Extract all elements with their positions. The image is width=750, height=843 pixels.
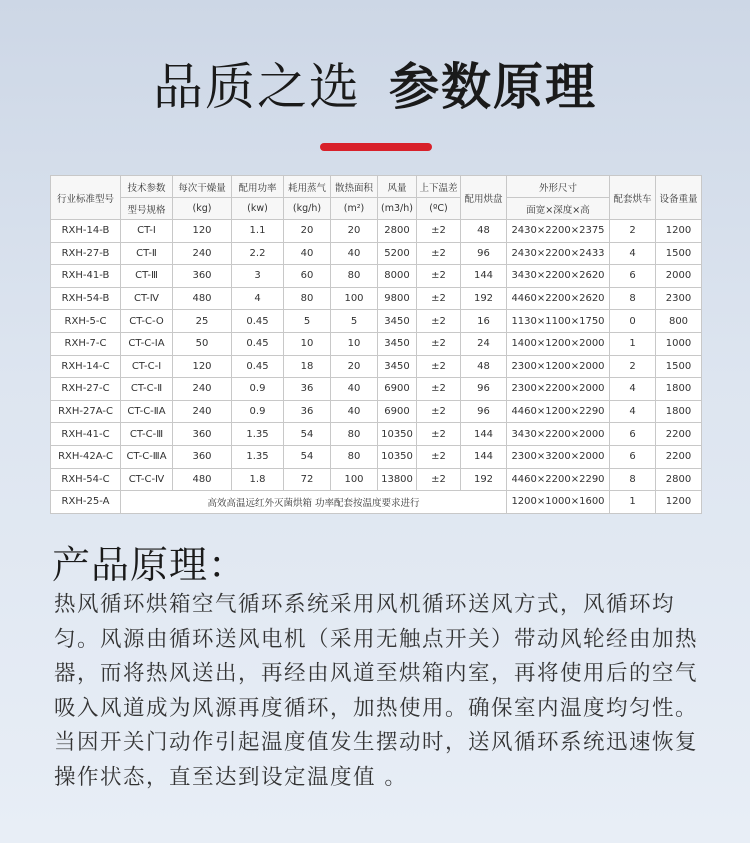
table-cell: 2200 <box>656 445 702 468</box>
table-row <box>51 423 702 446</box>
table-cell: ±2 <box>417 468 461 491</box>
table-cell: 1000 <box>656 332 702 355</box>
table-cell: 0 <box>610 310 656 333</box>
header-area: 散热面积 <box>331 176 378 198</box>
table-cell: 4 <box>610 242 656 265</box>
table-cell: 25 <box>173 310 232 333</box>
table-cell: 144 <box>461 423 507 446</box>
table-cell: 360 <box>173 423 232 446</box>
table-cell: 120 <box>173 220 232 243</box>
header-unit-m2: (m²) <box>331 198 378 220</box>
header-capacity: 每次干燥量 <box>173 176 232 198</box>
table-cell: 480 <box>173 468 232 491</box>
table-cell: 3450 <box>378 310 417 333</box>
table-cell: 360 <box>173 265 232 288</box>
table-cell: 100 <box>331 468 378 491</box>
table-cell: 6 <box>610 423 656 446</box>
table-cell: 10 <box>284 332 331 355</box>
table-cell: 120 <box>173 355 232 378</box>
table-cell: 20 <box>284 220 331 243</box>
table-cell: 1200×1000×1600 <box>507 491 610 514</box>
table-cell: RXH-27-C <box>51 378 121 401</box>
table-cell: 60 <box>284 265 331 288</box>
table-note-cell: 高效高温远红外灭菌烘箱 功率配套按温度要求进行 <box>121 491 507 514</box>
table-cell: CT-C-ⅡA <box>121 400 173 423</box>
header-tech: 技术参数 <box>121 176 173 198</box>
table-cell: 80 <box>331 445 378 468</box>
table-cell: ±2 <box>417 242 461 265</box>
table-cell: 0.45 <box>232 310 284 333</box>
table-cell: 2000 <box>656 265 702 288</box>
table-row <box>51 242 702 265</box>
table-cell: 1.35 <box>232 445 284 468</box>
header-tempdiff: 上下温差 <box>417 176 461 198</box>
table-row <box>51 287 702 310</box>
spec-table-container <box>50 175 701 514</box>
table-cell: 13800 <box>378 468 417 491</box>
table-cell: CT-Ⅱ <box>121 242 173 265</box>
header-unit-kgh: (kg/h) <box>284 198 331 220</box>
header-unit-kw: (kw) <box>232 198 284 220</box>
header-weight: 设备重量 <box>656 176 702 220</box>
header-trays: 配用烘盘 <box>461 176 507 220</box>
table-cell: 240 <box>173 378 232 401</box>
header-model: 行业标准型号 <box>51 176 121 220</box>
table-cell: RXH-54-C <box>51 468 121 491</box>
table-cell: CT-C-ⅠA <box>121 332 173 355</box>
table-cell: CT-Ⅳ <box>121 287 173 310</box>
table-cell: 10350 <box>378 423 417 446</box>
header-steam: 耗用蒸气 <box>284 176 331 198</box>
table-cell: 80 <box>331 423 378 446</box>
table-cell: 2.2 <box>232 242 284 265</box>
table-cell: 4 <box>610 400 656 423</box>
table-cell: RXH-25-A <box>51 491 121 514</box>
header-unit-c: (ºC) <box>417 198 461 220</box>
table-cell: 36 <box>284 400 331 423</box>
table-cell: 1800 <box>656 378 702 401</box>
table-cell: 1500 <box>656 355 702 378</box>
table-cell: 240 <box>173 400 232 423</box>
table-cell: 3 <box>232 265 284 288</box>
table-cell: 36 <box>284 378 331 401</box>
table-cell: 144 <box>461 265 507 288</box>
table-cell: 0.45 <box>232 355 284 378</box>
header-unit-m3h: (m3/h) <box>378 198 417 220</box>
table-cell: 4460×1200×2290 <box>507 400 610 423</box>
table-cell: 10 <box>331 332 378 355</box>
table-cell: 2800 <box>378 220 417 243</box>
table-cell: 3430×2200×2620 <box>507 265 610 288</box>
table-cell: 1800 <box>656 400 702 423</box>
table-cell: 8 <box>610 468 656 491</box>
table-cell: 360 <box>173 445 232 468</box>
table-cell: 40 <box>331 242 378 265</box>
table-cell: 20 <box>331 220 378 243</box>
table-cell: 80 <box>284 287 331 310</box>
table-cell: ±2 <box>417 310 461 333</box>
table-cell: 40 <box>331 400 378 423</box>
table-cell: CT-C-O <box>121 310 173 333</box>
table-cell: 2800 <box>656 468 702 491</box>
table-cell: 40 <box>284 242 331 265</box>
table-row <box>51 332 702 355</box>
header-carts: 配套烘车 <box>610 176 656 220</box>
table-cell: 1500 <box>656 242 702 265</box>
table-cell: 8000 <box>378 265 417 288</box>
table-cell: 1130×1100×1750 <box>507 310 610 333</box>
table-cell: 96 <box>461 400 507 423</box>
table-cell: 3450 <box>378 355 417 378</box>
table-cell: 4 <box>232 287 284 310</box>
table-cell: 10350 <box>378 445 417 468</box>
table-cell: ±2 <box>417 332 461 355</box>
table-cell: 2300 <box>656 287 702 310</box>
header-power: 配用功率 <box>232 176 284 198</box>
page-title <box>0 52 750 122</box>
header-size: 外形尺寸 <box>507 176 610 198</box>
table-cell: 24 <box>461 332 507 355</box>
table-row <box>51 355 702 378</box>
table-cell: 2 <box>610 220 656 243</box>
table-row <box>51 400 702 423</box>
table-cell: 2300×3200×2000 <box>507 445 610 468</box>
table-row <box>51 310 702 333</box>
table-cell: 2200 <box>656 423 702 446</box>
table-cell: 1 <box>610 491 656 514</box>
table-cell: 5 <box>331 310 378 333</box>
table-cell: 9800 <box>378 287 417 310</box>
table-cell: 1200 <box>656 220 702 243</box>
table-cell: ±2 <box>417 355 461 378</box>
table-cell: 3450 <box>378 332 417 355</box>
table-cell: 8 <box>610 287 656 310</box>
header-airflow: 风量 <box>378 176 417 198</box>
table-cell: 96 <box>461 378 507 401</box>
table-cell: 6900 <box>378 400 417 423</box>
table-row-last <box>51 491 702 514</box>
table-cell: 240 <box>173 242 232 265</box>
table-cell: 80 <box>331 265 378 288</box>
header-unit-kg: (kg) <box>173 198 232 220</box>
title-underline <box>320 143 432 151</box>
table-cell: 40 <box>331 378 378 401</box>
table-cell: CT-Ⅲ <box>121 265 173 288</box>
table-row <box>51 265 702 288</box>
spec-table <box>50 175 702 514</box>
table-cell: 0.9 <box>232 378 284 401</box>
table-cell: 2300×1200×2000 <box>507 355 610 378</box>
table-cell: RXH-14-B <box>51 220 121 243</box>
table-cell: 2430×2200×2375 <box>507 220 610 243</box>
section-body: 热风循环烘箱空气循环系统采用风机循环送风方式，风循环均匀。风源由循环送风电机（采用无触点开关）带动风轮经由加热器，而将热风送出，再经由风道至烘箱内室，再将使用后的空气吸入风道成为风源再度循环，加热使用。确保室内温度均匀性。当因开关门动作引起温度值发生摆动时，送风循环系统迅速恢复操作状态，直至达到设定温度值 。 <box>54 592 699 790</box>
table-cell: 20 <box>331 355 378 378</box>
table-row <box>51 445 702 468</box>
table-cell: CT-C-Ⅰ <box>121 355 173 378</box>
table-cell: 0.9 <box>232 400 284 423</box>
table-cell: ±2 <box>417 287 461 310</box>
table-cell: 54 <box>284 445 331 468</box>
table-cell: RXH-42A-C <box>51 445 121 468</box>
table-cell: 50 <box>173 332 232 355</box>
table-cell: 1.8 <box>232 468 284 491</box>
table-cell: CT-C-ⅢA <box>121 445 173 468</box>
table-row <box>51 378 702 401</box>
table-cell: 5 <box>284 310 331 333</box>
table-cell: 3430×2200×2000 <box>507 423 610 446</box>
table-cell: 192 <box>461 287 507 310</box>
table-cell: RXH-14-C <box>51 355 121 378</box>
table-cell: 2 <box>610 355 656 378</box>
table-cell: 800 <box>656 310 702 333</box>
table-cell: ±2 <box>417 445 461 468</box>
table-cell: 1200 <box>656 491 702 514</box>
table-cell: 4460×2200×2290 <box>507 468 610 491</box>
table-row <box>51 220 702 243</box>
header-unit-dims: 面宽×深度×高 <box>507 198 610 220</box>
table-cell: 54 <box>284 423 331 446</box>
table-cell: 6 <box>610 265 656 288</box>
section-title: 产品原理： <box>52 543 248 587</box>
table-cell: ±2 <box>417 378 461 401</box>
table-cell: 1.1 <box>232 220 284 243</box>
table-cell: 48 <box>461 220 507 243</box>
table-cell: 192 <box>461 468 507 491</box>
table-cell: RXH-27A-C <box>51 400 121 423</box>
header-spec: 型号规格 <box>121 198 173 220</box>
table-row <box>51 468 702 491</box>
table-cell: CT-Ⅰ <box>121 220 173 243</box>
table-cell: RXH-5-C <box>51 310 121 333</box>
table-cell: 16 <box>461 310 507 333</box>
spec-table-body <box>51 220 702 514</box>
table-cell: 4460×2200×2620 <box>507 287 610 310</box>
table-cell: 48 <box>461 355 507 378</box>
table-cell: 5200 <box>378 242 417 265</box>
table-cell: 1.35 <box>232 423 284 446</box>
table-cell: RXH-41-C <box>51 423 121 446</box>
table-cell: ±2 <box>417 265 461 288</box>
title-light: 品质之选 <box>153 58 361 116</box>
table-cell: 1 <box>610 332 656 355</box>
table-cell: 1400×1200×2000 <box>507 332 610 355</box>
table-cell: 144 <box>461 445 507 468</box>
table-cell: ±2 <box>417 400 461 423</box>
table-cell: CT-C-Ⅲ <box>121 423 173 446</box>
table-cell: ±2 <box>417 423 461 446</box>
table-cell: 18 <box>284 355 331 378</box>
table-cell: RXH-27-B <box>51 242 121 265</box>
table-cell: 4 <box>610 378 656 401</box>
title-bold: 参数原理 <box>389 58 597 116</box>
table-cell: CT-C-Ⅱ <box>121 378 173 401</box>
table-cell: 100 <box>331 287 378 310</box>
table-cell: RXH-41-B <box>51 265 121 288</box>
table-cell: 6 <box>610 445 656 468</box>
table-cell: 0.45 <box>232 332 284 355</box>
table-cell: 2430×2200×2433 <box>507 242 610 265</box>
table-cell: 480 <box>173 287 232 310</box>
table-cell: RXH-54-B <box>51 287 121 310</box>
table-cell: 72 <box>284 468 331 491</box>
table-cell: RXH-7-C <box>51 332 121 355</box>
table-cell: 6900 <box>378 378 417 401</box>
table-cell: CT-C-Ⅳ <box>121 468 173 491</box>
table-cell: 2300×2200×2000 <box>507 378 610 401</box>
table-cell: ±2 <box>417 220 461 243</box>
table-cell: 96 <box>461 242 507 265</box>
